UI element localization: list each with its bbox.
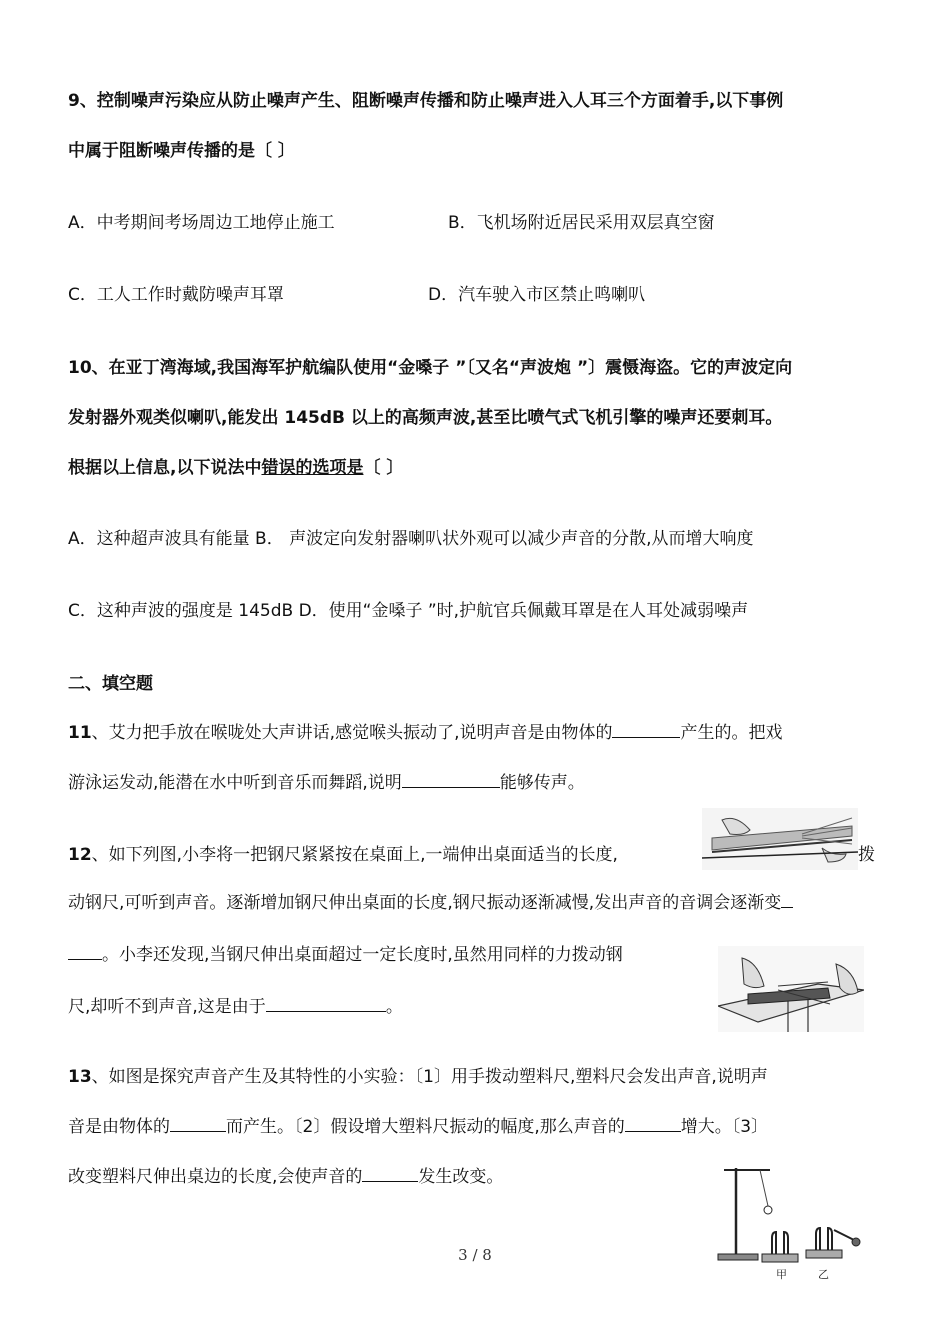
q12-line4 [68,992,403,1017]
q11-line2-text-a: 游泳运发动,能潜在水中听到音乐而舞蹈,说明 [68,773,402,793]
q12-blank-1a[interactable] [781,891,793,908]
q10-stem-line3-underlined: 错误的选项是 [261,458,364,478]
q13-line2 [68,1112,768,1137]
q9-option-d: D．汽车驶入市区禁止鸣喇叭 [428,285,646,305]
q11-line2-text-b: 能够传声。 [499,773,585,793]
q9-option-a: A．中考期间考场周边工地停止施工 [68,213,335,233]
q9-stem-line1: 9、控制噪声污染应从防止噪声产生、阻断噪声传播和防止噪声进入人耳三个方面着手,以下事例 [68,91,784,111]
q11-blank-1[interactable] [612,721,680,738]
q11-number: 11 [68,723,92,743]
q12-line3-text: 。小李还发现,当钢尺伸出桌面超过一定长度时,虽然用同样的力拨动钢 [102,945,623,965]
q12-line2-text: 动钢尺,可听到声音。逐渐增加钢尺伸出桌面的长度,钢尺振动逐渐减慢,发出声音的音调会逐渐变 [68,893,782,913]
q9-option-c: C．工人工作时戴防噪声耳罩 [68,285,284,305]
q13-blank-3[interactable] [362,1165,418,1182]
q12-line2 [68,888,793,913]
q13-line1 [68,1062,768,1087]
q12-line4-text-b: 。 [385,997,403,1017]
page-number: 3 / 8 [458,1246,492,1264]
q13-blank-2[interactable] [625,1115,681,1132]
section-heading-fill-in: 二、填空题 [68,674,153,694]
q10-stem-line3-pre: 根据以上信息,以下说法中 [68,458,262,478]
q11-line1-text-b: 产生的。把戏 [680,723,783,743]
q10-options-cd: C．这种声波的强度是 145dB D．使用“金嗓子 ”时,护航官兵佩戴耳罩是在人耳处减弱噪声 [68,601,749,621]
ruler-on-table-figure-top [702,808,858,870]
q12-line4-text-a: 尺,却听不到声音,这是由于 [68,997,266,1017]
q10-stem-line1: 10、在亚丁湾海域,我国海军护航编队使用“金嗓子 ”〔又名“声波炮 ”〕震慑海盗。它的声波定向 [68,358,793,378]
q13-line2-text-a: 音是由物体的 [68,1117,170,1137]
fig-label-jia: 甲 [776,1268,787,1281]
q9-stem-line2: 中属于阻断噪声传播的是〔 〕 [68,141,295,161]
q11-blank-2[interactable] [402,771,500,788]
q10-options-ab: A．这种超声波具有能量 B． 声波定向发射器喇叭状外观可以减少声音的分散,从而增大响度 [68,529,754,549]
q12-line1 [68,840,618,865]
q13-line2-text-b: 而产生。〔2〕假设增大塑料尺振动的幅度,那么声音的 [226,1117,625,1137]
q12-blank-2[interactable] [266,995,386,1012]
q12-number: 12 [68,845,92,865]
q10-stem-line2: 发射器外观类似喇叭,能发出 145dB 以上的高频声波,甚至比喷气式飞机引擎的噪声还要刺耳。 [68,408,783,428]
q13-line2-text-c: 增大。〔3〕 [680,1117,769,1137]
q12-line1-end: 拨 [858,845,875,865]
q11-line1 [68,718,782,743]
q12-line3 [68,940,623,965]
q11-line2 [68,768,585,793]
q13-blank-1[interactable] [170,1115,226,1132]
q13-line1-text: 、如图是探究声音产生及其特性的小实验：〔1〕用手拨动塑料尺,塑料尺会发出声音,说明声 [91,1067,768,1087]
q13-number: 13 [68,1067,92,1087]
q13-line3-text-a: 改变塑料尺伸出桌边的长度,会使声音的 [68,1167,363,1187]
q12-blank-1b[interactable] [68,943,102,960]
ruler-vibrating-figure [718,946,864,1032]
q10-stem-line3 [68,453,403,478]
q10-stem-line3-post: 〔 〕 [363,458,404,478]
q13-line3 [68,1162,503,1187]
q11-line1-text-a: 、艾力把手放在喉咙处大声讲话,感觉喉头振动了,说明声音是由物体的 [91,723,613,743]
q13-line3-text-b: 发生改变。 [418,1167,504,1187]
tuning-fork-experiment-figure [714,1160,864,1284]
q9-option-b: B．飞机场附近居民采用双层真空窗 [448,213,715,233]
fig-label-yi: 乙 [818,1268,829,1281]
q12-line1-text: 、如下列图,小李将一把钢尺紧紧按在桌面上,一端伸出桌面适当的长度, [91,845,618,865]
